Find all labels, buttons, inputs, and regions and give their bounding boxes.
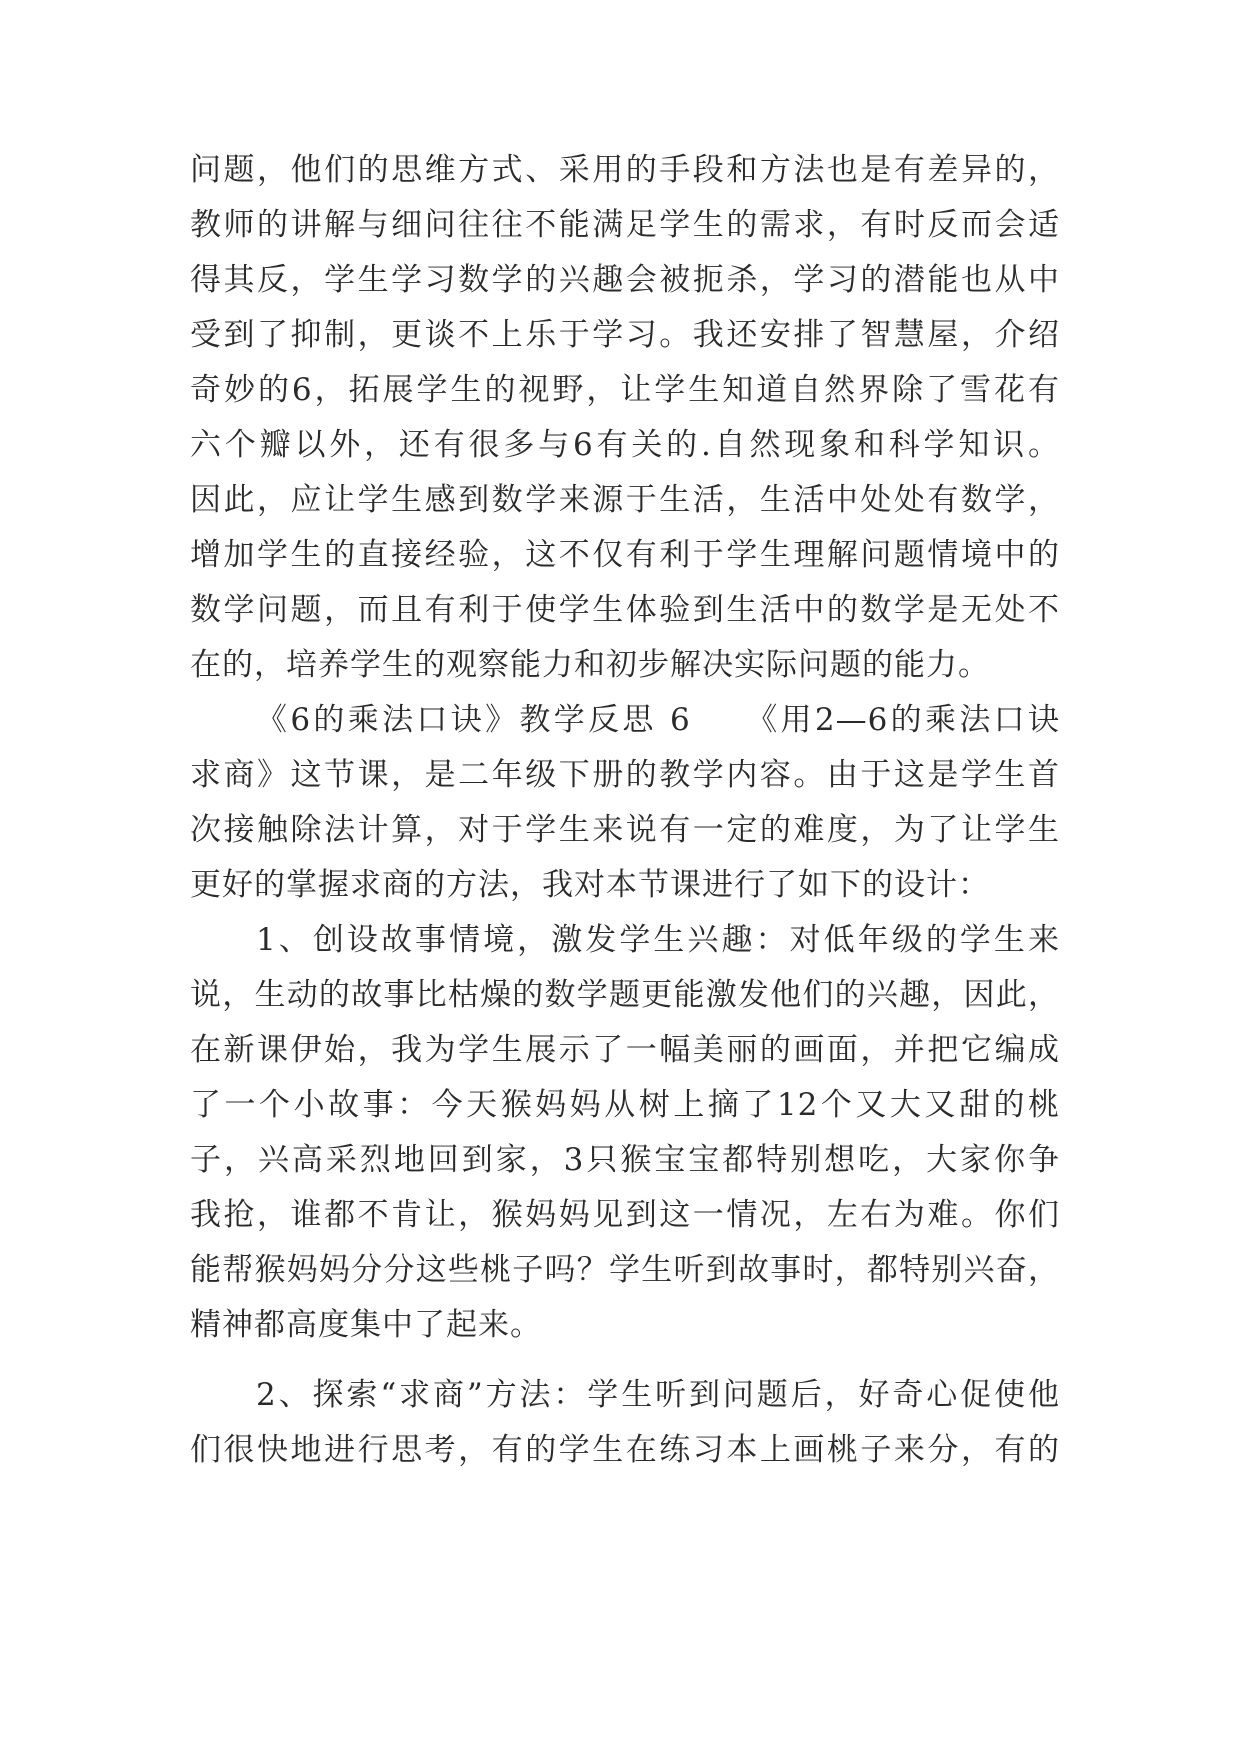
text-line: 说，生动的故事比枯燥的数学题更能激发他们的兴趣，因此， [190, 977, 1060, 1013]
text-line: 因此，应让学生感到数学来源于生活，生活中处处有数学， [190, 482, 1060, 518]
text-line: 得其反，学生学习数学的兴趣会被扼杀，学习的潜能也从中 [190, 262, 1060, 298]
text-line: 六个瓣以外，还有很多与6有关的.自然现象和科学知识。 [190, 427, 1060, 463]
text-line: 更好的掌握求商的方法，我对本节课进行了如下的设计： [190, 867, 990, 903]
text-line: 次接触除法计算，对于学生来说有一定的难度，为了让学生 [190, 812, 1060, 848]
text-line: 们很快地进行思考，有的学生在练习本上画桃子来分，有的 [190, 1432, 1060, 1468]
text-line: 问题，他们的思维方式、采用的手段和方法也是有差异的， [190, 152, 1060, 188]
text-line: 奇妙的6，拓展学生的视野，让学生知道自然界除了雪花有 [190, 372, 1060, 408]
text-line: 精神都高度集中了起来。 [190, 1307, 542, 1343]
text-line: 增加学生的直接经验，这不仅有利于学生理解问题情境中的 [190, 537, 1060, 573]
text-line: 1、创设故事情境，激发学生兴趣：对低年级的学生来 [256, 922, 1060, 958]
text-line: 能帮猴妈妈分分这些桃子吗？学生听到故事时，都特别兴奋， [190, 1252, 1060, 1288]
text-line: 在的，培养学生的观察能力和初步解决实际问题的能力。 [190, 647, 990, 683]
text-line: 受到了抑制，更谈不上乐于学习。我还安排了智慧屋，介绍 [190, 317, 1060, 353]
text-line: 子，兴高采烈地回到家，3只猴宝宝都特别想吃，大家你争 [190, 1142, 1060, 1178]
text-line: 求商》这节课，是二年级下册的教学内容。由于这是学生首 [190, 757, 1060, 793]
section-heading-line: 《6的乘法口诀》教学反思 6 《用2—6的乘法口诀 [256, 702, 1060, 738]
text-line: 数学问题，而且有利于使学生体验到生活中的数学是无处不 [190, 592, 1060, 628]
text-line: 我抢，谁都不肯让，猴妈妈见到这一情况，左右为难。你们 [190, 1197, 1060, 1233]
text-line: 了一个小故事：今天猴妈妈从树上摘了12个又大又甜的桃 [190, 1087, 1060, 1123]
text-line: 2、探索“求商”方法：学生听到问题后，好奇心促使他 [256, 1377, 1060, 1413]
text-line: 教师的讲解与细问往往不能满足学生的需求，有时反而会适 [190, 207, 1060, 243]
text-line: 在新课伊始，我为学生展示了一幅美丽的画面，并把它编成 [190, 1032, 1060, 1068]
